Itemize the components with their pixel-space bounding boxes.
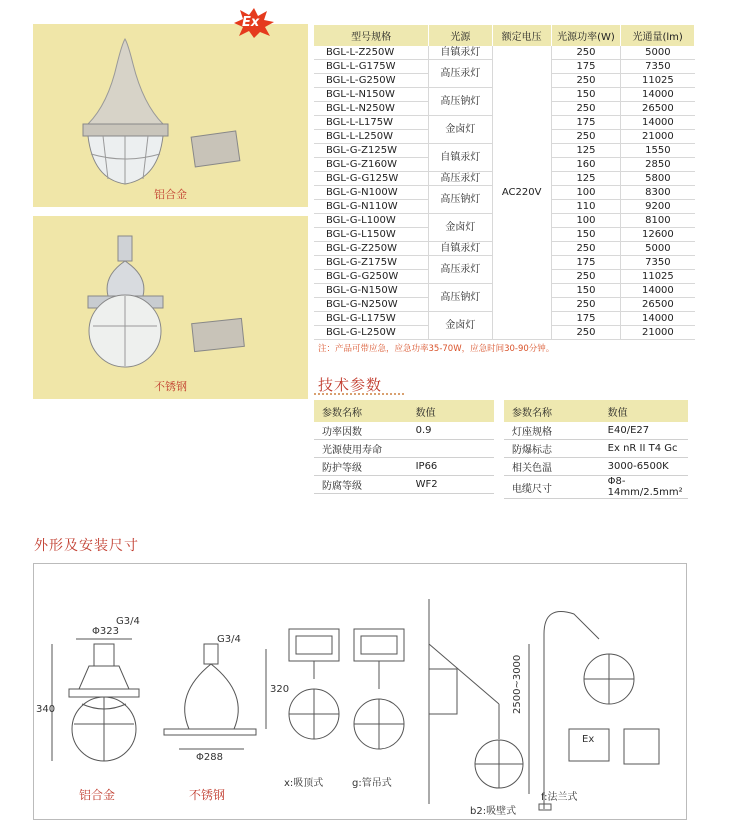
param-row <box>314 476 494 494</box>
param-name: 防爆标志 <box>504 440 600 458</box>
param-value: Φ8-14mm/2.5mm² <box>600 476 688 499</box>
spec-flux: 14000 <box>621 312 695 326</box>
drawing-aluminum-lamp <box>52 639 139 761</box>
spec-power: 160 <box>551 158 621 172</box>
spec-model: BGL-G-N150W <box>314 284 429 298</box>
param-row <box>504 458 688 476</box>
spec-power: 150 <box>551 228 621 242</box>
spec-flux: 9200 <box>621 200 695 214</box>
spec-model: BGL-G-L100W <box>314 214 429 228</box>
ex-badge-label: Ex <box>242 15 260 30</box>
spec-flux: 5800 <box>621 172 695 186</box>
caption-flange: f:法兰式 <box>541 792 578 803</box>
param-name: 光源使用寿命 <box>314 440 408 458</box>
spec-flux: 14000 <box>621 284 695 298</box>
spec-power: 175 <box>551 116 621 130</box>
photo-stainless <box>33 216 308 399</box>
spec-model: BGL-G-L175W <box>314 312 429 326</box>
spec-header-cell: 光源 <box>429 25 492 46</box>
spec-body <box>314 46 695 340</box>
param-header-cell: 数值 <box>600 400 688 422</box>
dim-thread-aluminum: G3/4 <box>116 616 140 627</box>
spec-power: 250 <box>551 130 621 144</box>
spec-model: BGL-G-N100W <box>314 186 429 200</box>
spec-voltage: AC220V <box>492 46 551 340</box>
spec-model: BGL-G-L150W <box>314 228 429 242</box>
param-value: WF2 <box>408 476 494 494</box>
lamp-aluminum-image <box>33 24 308 207</box>
photo-caption-aluminum: 铝合金 <box>154 188 187 201</box>
param-row <box>314 422 494 440</box>
dim-height-stainless: 320 <box>270 684 290 695</box>
dimensions-panel <box>33 563 687 820</box>
dim-diameter-aluminum: Φ323 <box>92 626 119 637</box>
param-value: IP66 <box>408 458 494 476</box>
param-row <box>504 422 688 440</box>
spec-model: BGL-G-Z175W <box>314 256 429 270</box>
spec-power: 250 <box>551 326 621 340</box>
param-name: 相关色温 <box>504 458 600 476</box>
drawing-pendant-mount <box>354 629 404 749</box>
spec-row <box>314 46 695 60</box>
drawing-ceiling-mount <box>289 629 339 739</box>
spec-model: BGL-G-Z160W <box>314 158 429 172</box>
caption-ceiling: x:吸顶式 <box>284 778 324 789</box>
spec-flux: 2850 <box>621 158 695 172</box>
spec-power: 250 <box>551 46 621 60</box>
param-row <box>314 440 494 458</box>
param-name: 灯座规格 <box>504 422 600 440</box>
dim-thread-stainless: G3/4 <box>217 634 241 645</box>
spec-source: 高压汞灯 <box>429 256 492 284</box>
spec-source: 高压钠灯 <box>429 88 492 116</box>
spec-model: BGL-L-L250W <box>314 130 429 144</box>
lamp-stainless-image <box>33 216 308 399</box>
param-row <box>504 440 688 458</box>
spec-model: BGL-L-N250W <box>314 102 429 116</box>
spec-source: 高压汞灯 <box>429 172 492 186</box>
spec-flux: 26500 <box>621 298 695 312</box>
param-value: Ex nR II T4 Gc <box>600 440 688 458</box>
spec-power: 250 <box>551 270 621 284</box>
spec-power: 250 <box>551 242 621 256</box>
spec-flux: 11025 <box>621 270 695 284</box>
param-header-cell: 参数名称 <box>504 400 600 422</box>
spec-header-cell: 光源功率(W) <box>551 25 621 46</box>
param-table-right <box>504 400 688 499</box>
spec-flux: 11025 <box>621 74 695 88</box>
dimensions-title: 外形及安装尺寸 <box>34 538 139 554</box>
spec-power: 125 <box>551 144 621 158</box>
dim-height-aluminum: 340 <box>36 704 56 715</box>
spec-power: 100 <box>551 186 621 200</box>
spec-source: 金卤灯 <box>429 214 492 242</box>
spec-model: BGL-L-G250W <box>314 74 429 88</box>
spec-header-cell: 光通量(lm) <box>621 25 695 46</box>
spec-flux: 1550 <box>621 144 695 158</box>
spec-header-cell: 型号规格 <box>314 25 429 46</box>
spec-header-cell: 额定电压 <box>492 25 551 46</box>
drawing-pole-mount <box>529 612 659 811</box>
spec-flux: 14000 <box>621 88 695 102</box>
param-value <box>408 440 494 458</box>
spec-table <box>314 25 695 340</box>
spec-source: 高压汞灯 <box>429 60 492 88</box>
spec-flux: 5000 <box>621 242 695 256</box>
spec-model: BGL-L-Z250W <box>314 46 429 60</box>
spec-model: BGL-L-N150W <box>314 88 429 102</box>
spec-model: BGL-L-G175W <box>314 60 429 74</box>
param-name: 电缆尺寸 <box>504 476 600 499</box>
param-name: 功率因数 <box>314 422 408 440</box>
spec-model: BGL-G-L250W <box>314 326 429 340</box>
photo-caption-stainless: 不锈钢 <box>154 380 187 393</box>
spec-power: 250 <box>551 74 621 88</box>
spec-flux: 8100 <box>621 214 695 228</box>
spec-flux: 12600 <box>621 228 695 242</box>
param-header-row <box>504 400 688 422</box>
spec-header-row <box>314 25 695 46</box>
spec-model: BGL-G-Z125W <box>314 144 429 158</box>
ex-badge <box>234 8 274 38</box>
spec-power: 125 <box>551 172 621 186</box>
spec-power: 175 <box>551 60 621 74</box>
param-header-cell: 参数名称 <box>314 400 408 422</box>
spec-flux: 7350 <box>621 60 695 74</box>
param-row <box>504 476 688 499</box>
spec-flux: 21000 <box>621 326 695 340</box>
spec-source: 高压钠灯 <box>429 284 492 312</box>
spec-source: 金卤灯 <box>429 116 492 144</box>
drawing-wall-mount <box>429 599 523 804</box>
spec-source: 金卤灯 <box>429 312 492 340</box>
param-table-left <box>314 400 494 494</box>
drawing-stainless-lamp <box>164 644 266 749</box>
param-value: 0.9 <box>408 422 494 440</box>
spec-power: 250 <box>551 102 621 116</box>
dim-pole-height: 2500~3000 <box>512 654 523 714</box>
tech-title: 技术参数 <box>318 376 383 394</box>
tech-title-underline <box>314 393 404 395</box>
spec-flux: 21000 <box>621 130 695 144</box>
param-value: E40/E27 <box>600 422 688 440</box>
param-row <box>314 458 494 476</box>
param-name: 防腐等级 <box>314 476 408 494</box>
spec-source: 自镇汞灯 <box>429 46 492 60</box>
spec-model: BGL-G-G250W <box>314 270 429 284</box>
spec-power: 250 <box>551 298 621 312</box>
param-header-cell: 数值 <box>408 400 494 422</box>
spec-power: 150 <box>551 284 621 298</box>
dim-diameter-stainless: Φ288 <box>196 752 223 763</box>
spec-source: 自镇汞灯 <box>429 242 492 256</box>
param-name: 防护等级 <box>314 458 408 476</box>
box-ex-mark: Ex <box>582 734 595 745</box>
spec-model: BGL-G-N250W <box>314 298 429 312</box>
spec-source: 高压钠灯 <box>429 186 492 214</box>
caption-stainless: 不锈钢 <box>189 788 226 802</box>
photo-aluminum <box>33 24 308 207</box>
caption-wall: b2:吸壁式 <box>470 806 517 817</box>
param-header-row <box>314 400 494 422</box>
spec-flux: 14000 <box>621 116 695 130</box>
caption-aluminum: 铝合金 <box>79 788 116 802</box>
emergency-note: 注：产品可带应急，应急功率35-70W，应急时间30-90分钟。 <box>318 344 555 354</box>
spec-flux: 7350 <box>621 256 695 270</box>
spec-power: 175 <box>551 256 621 270</box>
spec-flux: 5000 <box>621 46 695 60</box>
spec-model: BGL-G-G125W <box>314 172 429 186</box>
spec-flux: 8300 <box>621 186 695 200</box>
spec-power: 150 <box>551 88 621 102</box>
spec-model: BGL-G-Z250W <box>314 242 429 256</box>
spec-power: 100 <box>551 214 621 228</box>
spec-flux: 26500 <box>621 102 695 116</box>
spec-power: 110 <box>551 200 621 214</box>
spec-model: BGL-L-L175W <box>314 116 429 130</box>
param-value: 3000-6500K <box>600 458 688 476</box>
spec-model: BGL-G-N110W <box>314 200 429 214</box>
spec-source: 自镇汞灯 <box>429 144 492 172</box>
caption-pendant: g:管吊式 <box>352 778 392 789</box>
spec-power: 175 <box>551 312 621 326</box>
